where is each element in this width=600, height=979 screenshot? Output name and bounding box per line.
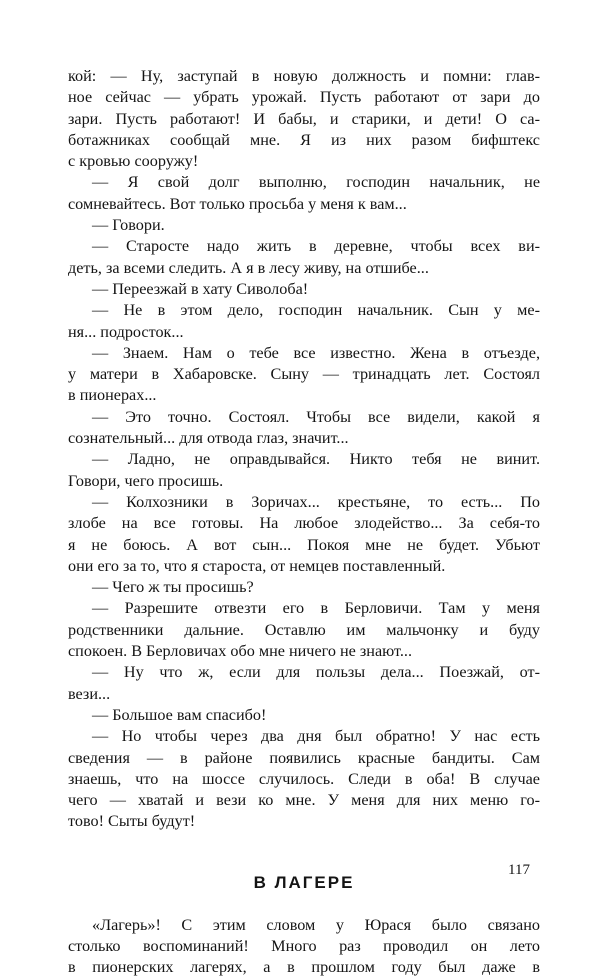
text-line: кой: — Ну, заступай в новую должность и помни: глав-: [68, 67, 540, 85]
text-line: «Лагерь»! С этим словом у Юрася было связано: [92, 915, 540, 934]
text-line: родственники дальние. Оставлю им мальчонку и буду: [68, 620, 540, 639]
section-heading: В ЛАГЕРЕ: [253, 872, 355, 892]
text-line: ное сейчас — убрать урожай. Пусть работают от зари до: [68, 88, 540, 107]
text-line: — Старосте надо жить в деревне, чтобы всех ви-: [92, 237, 540, 256]
text-line: в пионерах...: [68, 386, 157, 405]
text-line: — Говори.: [92, 216, 165, 235]
page-number: 117: [508, 862, 530, 878]
text-line: сведения — в районе появились красные бандиты. Сам: [68, 748, 540, 767]
text-line: я не боюсь. А вот сын... Покоя мне не будет. Убьют: [68, 535, 540, 554]
page: [68, 66, 540, 979]
text-line: сомневайтесь. Вот только просьба у меня к вам...: [68, 194, 407, 213]
text-line: — Большое вам спасибо!: [92, 705, 267, 724]
text-line: столько воспоминаний! Много раз проводил он лето: [68, 936, 540, 955]
section-text-block: [68, 915, 540, 979]
text-line: чего — хватай и вези ко мне. У меня для них меню го-: [68, 791, 540, 810]
text-line: — Ну что ж, если для пользы дела... Поезжай, от-: [92, 663, 540, 682]
text-line: деть, за всеми следить. А я в лесу живу, на отшибе...: [68, 258, 429, 277]
text-line: — Разрешите отвезти его в Берловичи. Там у меня: [92, 599, 540, 618]
text-line: — Знаем. Нам о тебе все известно. Жена в отъезде,: [92, 343, 540, 362]
text-line: сознательный... для отвода глаз, значит...: [68, 429, 349, 448]
text-line: — Ладно, не оправдывайся. Никто тебя не винит.: [92, 450, 540, 469]
text-line: тово! Сыты будут!: [68, 812, 196, 831]
text-line: злобе на все готовы. На любое злодейство... За себя-то: [68, 514, 540, 533]
text-line: — Переезжай в хату Сиволоба!: [92, 279, 309, 298]
text-line: — Не в этом дело, господин начальник. Сын у ме-: [92, 301, 540, 320]
text-line: — Я свой долг выполню, господин начальник, не: [92, 173, 540, 192]
text-line: зари. Пусть работают! И бабы, и старики, и дети! О са-: [68, 109, 540, 128]
text-line: — Это точно. Состоял. Чтобы все видели, какой я: [92, 407, 540, 426]
dialogue-text-block: [68, 66, 540, 833]
text-line: — Но чтобы через два дня был обратно! У нас есть: [92, 727, 540, 746]
text-line: — Колхозники в Зоричах... крестьяне, то есть... По: [92, 492, 540, 511]
text-line: знаешь, что на шоссе случилось. Следи в оба! В случае: [68, 769, 540, 788]
text-line: в пионерских лагерях, а в прошлом году был даже в: [68, 958, 540, 977]
text-line: — Чего ж ты просишь?: [92, 578, 254, 597]
text-line: у матери в Хабаровске. Сыну — тринадцать лет. Состоял: [68, 365, 540, 384]
text-line: ня... подросток...: [68, 322, 184, 341]
text-line: с кровью сооружу!: [68, 152, 199, 171]
text-line: ботажниках сообщай мне. Я из них разом бифштекс: [68, 130, 540, 149]
text-line: вези...: [68, 684, 111, 703]
text-line: спокоен. В Берловичах обо мне ничего не знают...: [68, 642, 413, 661]
text-line: Говори, чего просишь.: [68, 471, 224, 490]
text-line: они его за то, что я староста, от немцев поставленный.: [68, 556, 446, 575]
